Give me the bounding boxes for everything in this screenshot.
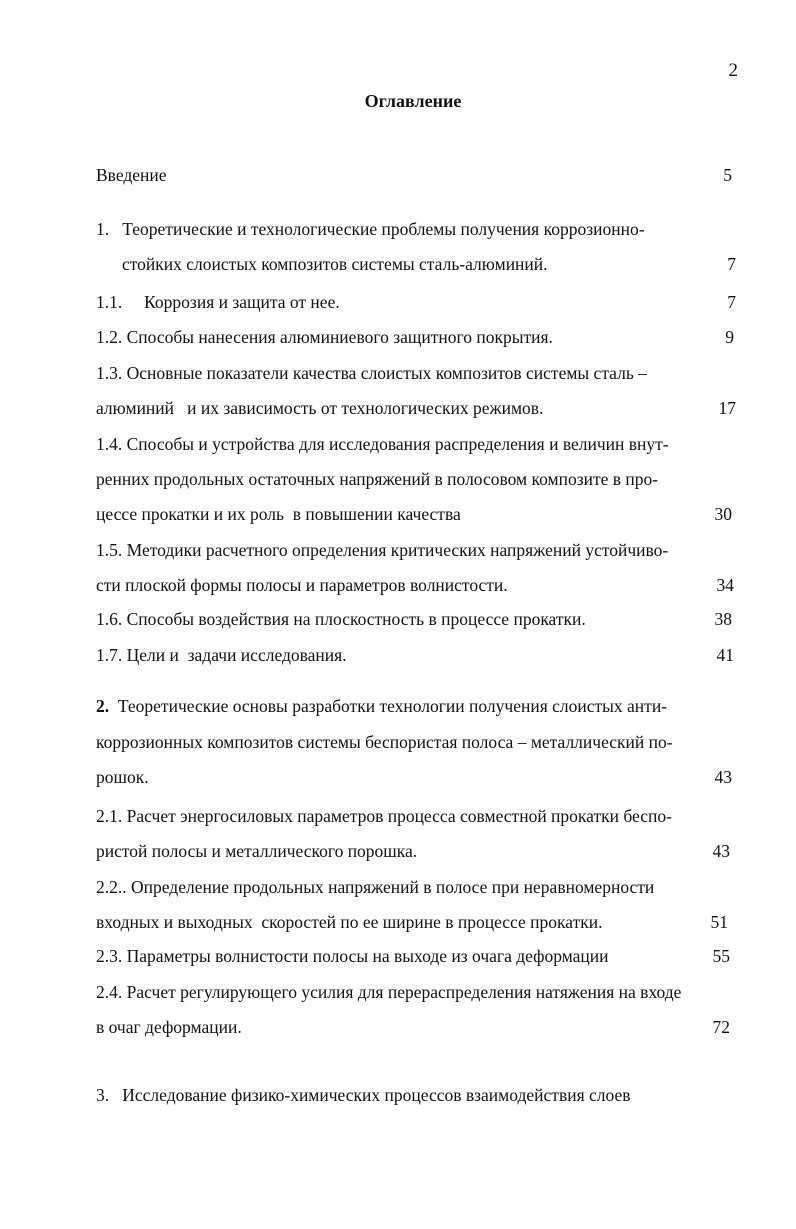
toc-chapter-3-line-1 [96, 1084, 631, 1106]
toc-chapter-2-page: 43 [714, 767, 732, 787]
toc-section-1-7: 1.7. Цели и задачи исследования. [96, 645, 347, 665]
toc-intro-text: Введение [96, 165, 167, 185]
toc-section-2-1-line-2: ристой полосы и металлического порошка. [96, 841, 418, 861]
toc-chapter-1-page: 7 [727, 254, 736, 274]
toc-section-2-3-page: 55 [712, 946, 730, 966]
toc-section-2-1-page: 43 [712, 841, 730, 861]
toc-section-1-1-title: Коррозия и защита от нее. [144, 292, 340, 312]
toc-section-2-4-page: 72 [712, 1017, 730, 1037]
toc-chapter-2-title: Теоретические основы разработки технологии получения слоистых анти- [117, 696, 668, 716]
toc-section-1-4-page: 30 [714, 504, 732, 524]
toc-section-1-5-line-1: 1.5. Методики расчетного определения критических напряжений устойчиво- [96, 540, 669, 560]
toc-section-2-4-line-2: в очаг деформации. [96, 1017, 242, 1037]
toc-section-1-6: 1.6. Способы воздействия на плоскостность в процессе прокатки. [96, 609, 586, 629]
toc-chapter-1-title: Теоретические и технологические проблемы получения коррозионно- [122, 219, 645, 239]
toc-section-1-1-number: 1.1. [96, 292, 123, 312]
toc-section-2-3: 2.3. Параметры волнистости полосы на выходе из очага деформации [96, 946, 609, 966]
toc-section-2-2-line-1: 2.2.. Определение продольных напряжений в полосе при неравномерности [96, 877, 655, 897]
toc-chapter-2-line-2: коррозионных композитов системы беспористая полоса – металлический по- [96, 732, 673, 752]
toc-section-1-1 [96, 291, 340, 313]
toc-section-1-3-line-1: 1.3. Основные показатели качества слоистых композитов системы сталь – [96, 363, 647, 383]
toc-section-1-3-line-2: алюминий и их зависимость от технологических режимов. [96, 398, 544, 418]
toc-section-2-4-line-1: 2.4. Расчет регулирующего усилия для перераспределения натяжения на входе [96, 982, 682, 1002]
toc-section-1-5-page: 34 [716, 575, 734, 595]
toc-section-1-6-page: 38 [714, 609, 732, 629]
toc-section-1-3-page: 17 [718, 398, 736, 418]
toc-section-1-4-line-3: цессе прокатки и их роль в повышении качества [96, 504, 461, 524]
toc-chapter-2-number: 2. [96, 696, 110, 716]
page-number: 2 [728, 60, 738, 81]
toc-chapter-3-title: Исследование физико-химических процессов взаимодействия слоев [122, 1085, 631, 1105]
toc-section-1-2-page: 9 [725, 327, 734, 347]
toc-chapter-2-line-3: рошок. [96, 767, 149, 787]
toc-intro-page: 5 [723, 165, 732, 185]
toc-section-1-4-line-2: ренних продольных остаточных напряжений в полосовом композите в про- [96, 469, 659, 489]
page-title: Оглавление [364, 91, 462, 111]
toc-section-1-7-page: 41 [716, 645, 734, 665]
toc-section-2-2-page: 51 [710, 912, 728, 932]
toc-section-1-5-line-2: сти плоской формы полосы и параметров волнистости. [96, 575, 508, 595]
toc-chapter-3-number: 3. [96, 1085, 110, 1105]
toc-chapter-1-line-2: стойких слоистых композитов системы сталь-алюминий. [122, 254, 548, 274]
toc-section-1-1-page: 7 [727, 292, 736, 312]
toc-section-2-1-line-1: 2.1. Расчет энергосиловых параметров процесса совместной прокатки беспо- [96, 806, 672, 826]
toc-section-1-4-line-1: 1.4. Способы и устройства для исследования распределения и величин внут- [96, 434, 669, 454]
toc-chapter-2-line-1 [96, 695, 667, 717]
toc-chapter-1-number: 1. [96, 219, 110, 239]
toc-section-2-2-line-2: входных и выходных скоростей по ее ширине в процессе прокатки. [96, 912, 603, 932]
toc-chapter-1-line-1 [96, 218, 645, 240]
toc-section-1-2: 1.2. Способы нанесения алюминиевого защитного покрытия. [96, 327, 553, 347]
